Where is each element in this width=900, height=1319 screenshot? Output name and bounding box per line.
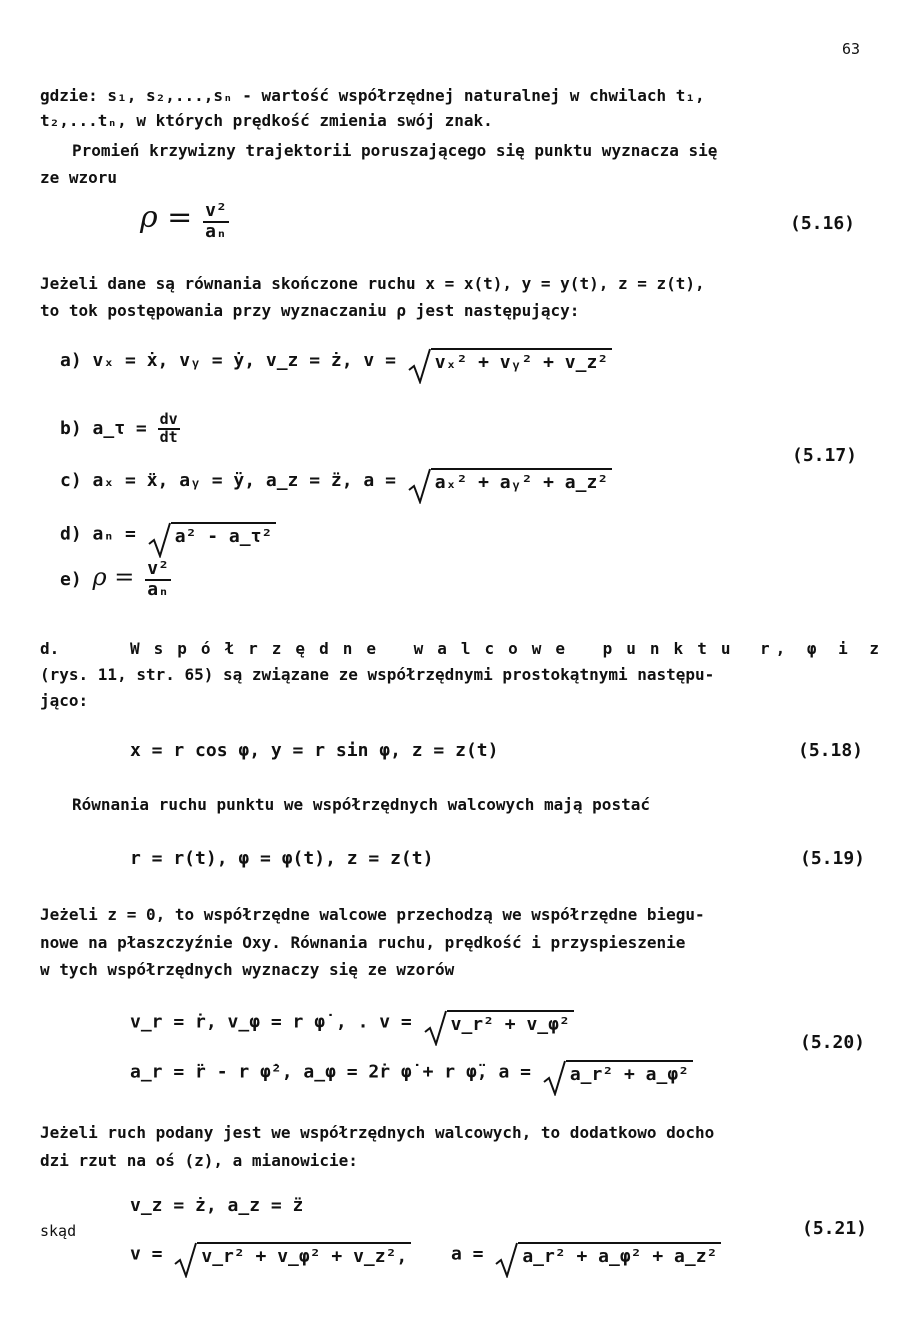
eq517-d-sqrt xyxy=(147,522,277,547)
eq516-numerator: v² xyxy=(205,200,227,222)
eq516-fraction xyxy=(203,202,229,242)
eq517-e-text: ρ = xyxy=(92,562,135,591)
eq518-label: (5.18) xyxy=(798,740,864,761)
para4: Równania ruchu punktu we współrzędnych walcowych mają postać xyxy=(72,795,650,814)
eq517-c-sqrt xyxy=(407,468,612,494)
para1-line2: t₂,...tₙ, w których prędkość zmienia swój znak. xyxy=(40,111,493,130)
eq517-a-radicand: vₓ² + vᵧ² + v_z² xyxy=(431,348,612,374)
eq516-label: (5.16) xyxy=(790,213,856,234)
eq517-d-prefix: d) xyxy=(60,523,82,545)
eq517-b-prefix: b) xyxy=(60,417,82,439)
eq517-e xyxy=(60,560,171,600)
para3-line2: to tok postępowania przy wyznaczaniu ρ jest następujący: xyxy=(40,301,580,320)
eq521-line1: v_z = ż, a_z = z̈ xyxy=(130,1195,304,1216)
eq517-e-prefix: e) xyxy=(60,568,82,590)
eq520-l1-radicand: v_r² + v_φ² xyxy=(447,1010,574,1035)
eq519-text: r = r(t), φ = φ(t), z = z(t) xyxy=(130,848,434,869)
eq520-l1-text: v_r = ṙ, v_φ = r φ̇ , . v = xyxy=(130,1011,412,1033)
eq517-e-denominator: aₙ xyxy=(147,578,169,600)
eq517-c-prefix: c) xyxy=(60,470,82,491)
eq521-line2 xyxy=(130,1242,721,1267)
section-d-number: d. xyxy=(40,639,60,658)
eq521-l2-text-b: a = xyxy=(450,1243,484,1265)
eq521-label: (5.21) xyxy=(802,1218,868,1239)
para6-line2: dzi rzut na oś (z), a mianowicie: xyxy=(40,1151,358,1170)
para5-line3: w tych współrzędnych wyznaczy się ze wzorów xyxy=(40,960,455,979)
eq517-e-fraction xyxy=(145,560,171,600)
eq516-denominator: aₙ xyxy=(205,221,227,242)
eq520-line2 xyxy=(130,1060,693,1085)
para2-line2: ze wzoru xyxy=(40,168,118,187)
eq520-line1 xyxy=(130,1010,574,1035)
eq516-lhs: ρ = xyxy=(140,200,193,235)
eq517-a-sqrt xyxy=(407,348,612,374)
eq521-l2-radicand-b: a_r² + a_φ² + a_z² xyxy=(518,1242,721,1267)
section-d-line3: jąco: xyxy=(40,691,89,710)
para2-line1: Promień krzywizny trajektorii poruszającego się punktu wyznacza się xyxy=(72,141,718,160)
eq521-l2-sqrt-b xyxy=(494,1242,721,1267)
eq520-l2-sqrt xyxy=(542,1060,693,1085)
eq517-c xyxy=(60,468,612,494)
eq517-a-text: vₓ = ẋ, vᵧ = ẏ, v_z = ż, v = xyxy=(92,350,396,371)
eq521-l2-text-a: v = xyxy=(130,1243,163,1265)
equation-5-16 xyxy=(140,200,229,242)
section-d-heading: Współrzędne walcowe punktu xyxy=(130,639,745,658)
section-d-line2: (rys. 11, str. 65) są związane ze współrzędnymi prostokątnymi następu- xyxy=(40,665,715,684)
para5-line2: nowe na płaszczyźnie Oxy. Równania ruchu, prędkość i przyspieszenie xyxy=(40,933,686,952)
eq521-l2-radicand-a: v_r² + v_φ² + v_z², xyxy=(197,1242,411,1267)
eq517-b-numerator: dv xyxy=(159,410,178,428)
eq517-c-text: aₓ = ẍ, aᵧ = ÿ, a_z = z̈, a = xyxy=(92,470,396,491)
eq517-d xyxy=(60,522,276,547)
para1-line1: gdzie: s₁, s₂,...,sₙ - wartość współrzędnej naturalnej w chwilach t₁, xyxy=(40,86,705,105)
eq520-l1-sqrt xyxy=(423,1010,574,1035)
eq520-l2-radicand: a_r² + a_φ² xyxy=(566,1060,693,1085)
eq517-e-numerator: v² xyxy=(147,558,169,579)
para3-line1: Jeżeli dane są równania skończone ruchu x = x(t), y = y(t), z = z(t), xyxy=(40,274,705,293)
eq517-d-text: aₙ = xyxy=(92,523,136,545)
page-number: 63 xyxy=(841,40,860,58)
eq517-label: (5.17) xyxy=(792,445,858,466)
eq520-l2-text: a_r = r̈ - r φ̇², a_φ = 2ṙ φ̇ + r φ̈, a = xyxy=(130,1061,531,1083)
eq517-c-radicand: aₓ² + aᵧ² + a_z² xyxy=(431,468,612,494)
eq517-b-fraction xyxy=(158,412,180,446)
eq519-label: (5.19) xyxy=(800,848,866,869)
eq517-b-text: a_τ = xyxy=(92,417,147,439)
para5-line1: Jeżeli z = 0, to współrzędne walcowe przechodzą we współrzędne biegu- xyxy=(40,905,705,924)
eq520-label: (5.20) xyxy=(800,1032,866,1053)
eq517-b-denominator: dt xyxy=(159,427,178,446)
eq521-l2-sqrt-a xyxy=(173,1242,411,1267)
eq517-d-radicand: a² - a_τ² xyxy=(171,522,277,547)
eq517-b xyxy=(60,412,180,446)
eq521-skad: skąd xyxy=(40,1222,77,1240)
eq517-a-prefix: a) xyxy=(60,350,82,371)
eq517-a xyxy=(60,348,612,374)
para6-line1: Jeżeli ruch podany jest we współrzędnych walcowych, to dodatkowo docho xyxy=(40,1123,715,1142)
section-d-symbols: r, φ i z xyxy=(760,639,886,658)
eq518-text: x = r cos φ, y = r sin φ, z = z(t) xyxy=(130,740,499,761)
